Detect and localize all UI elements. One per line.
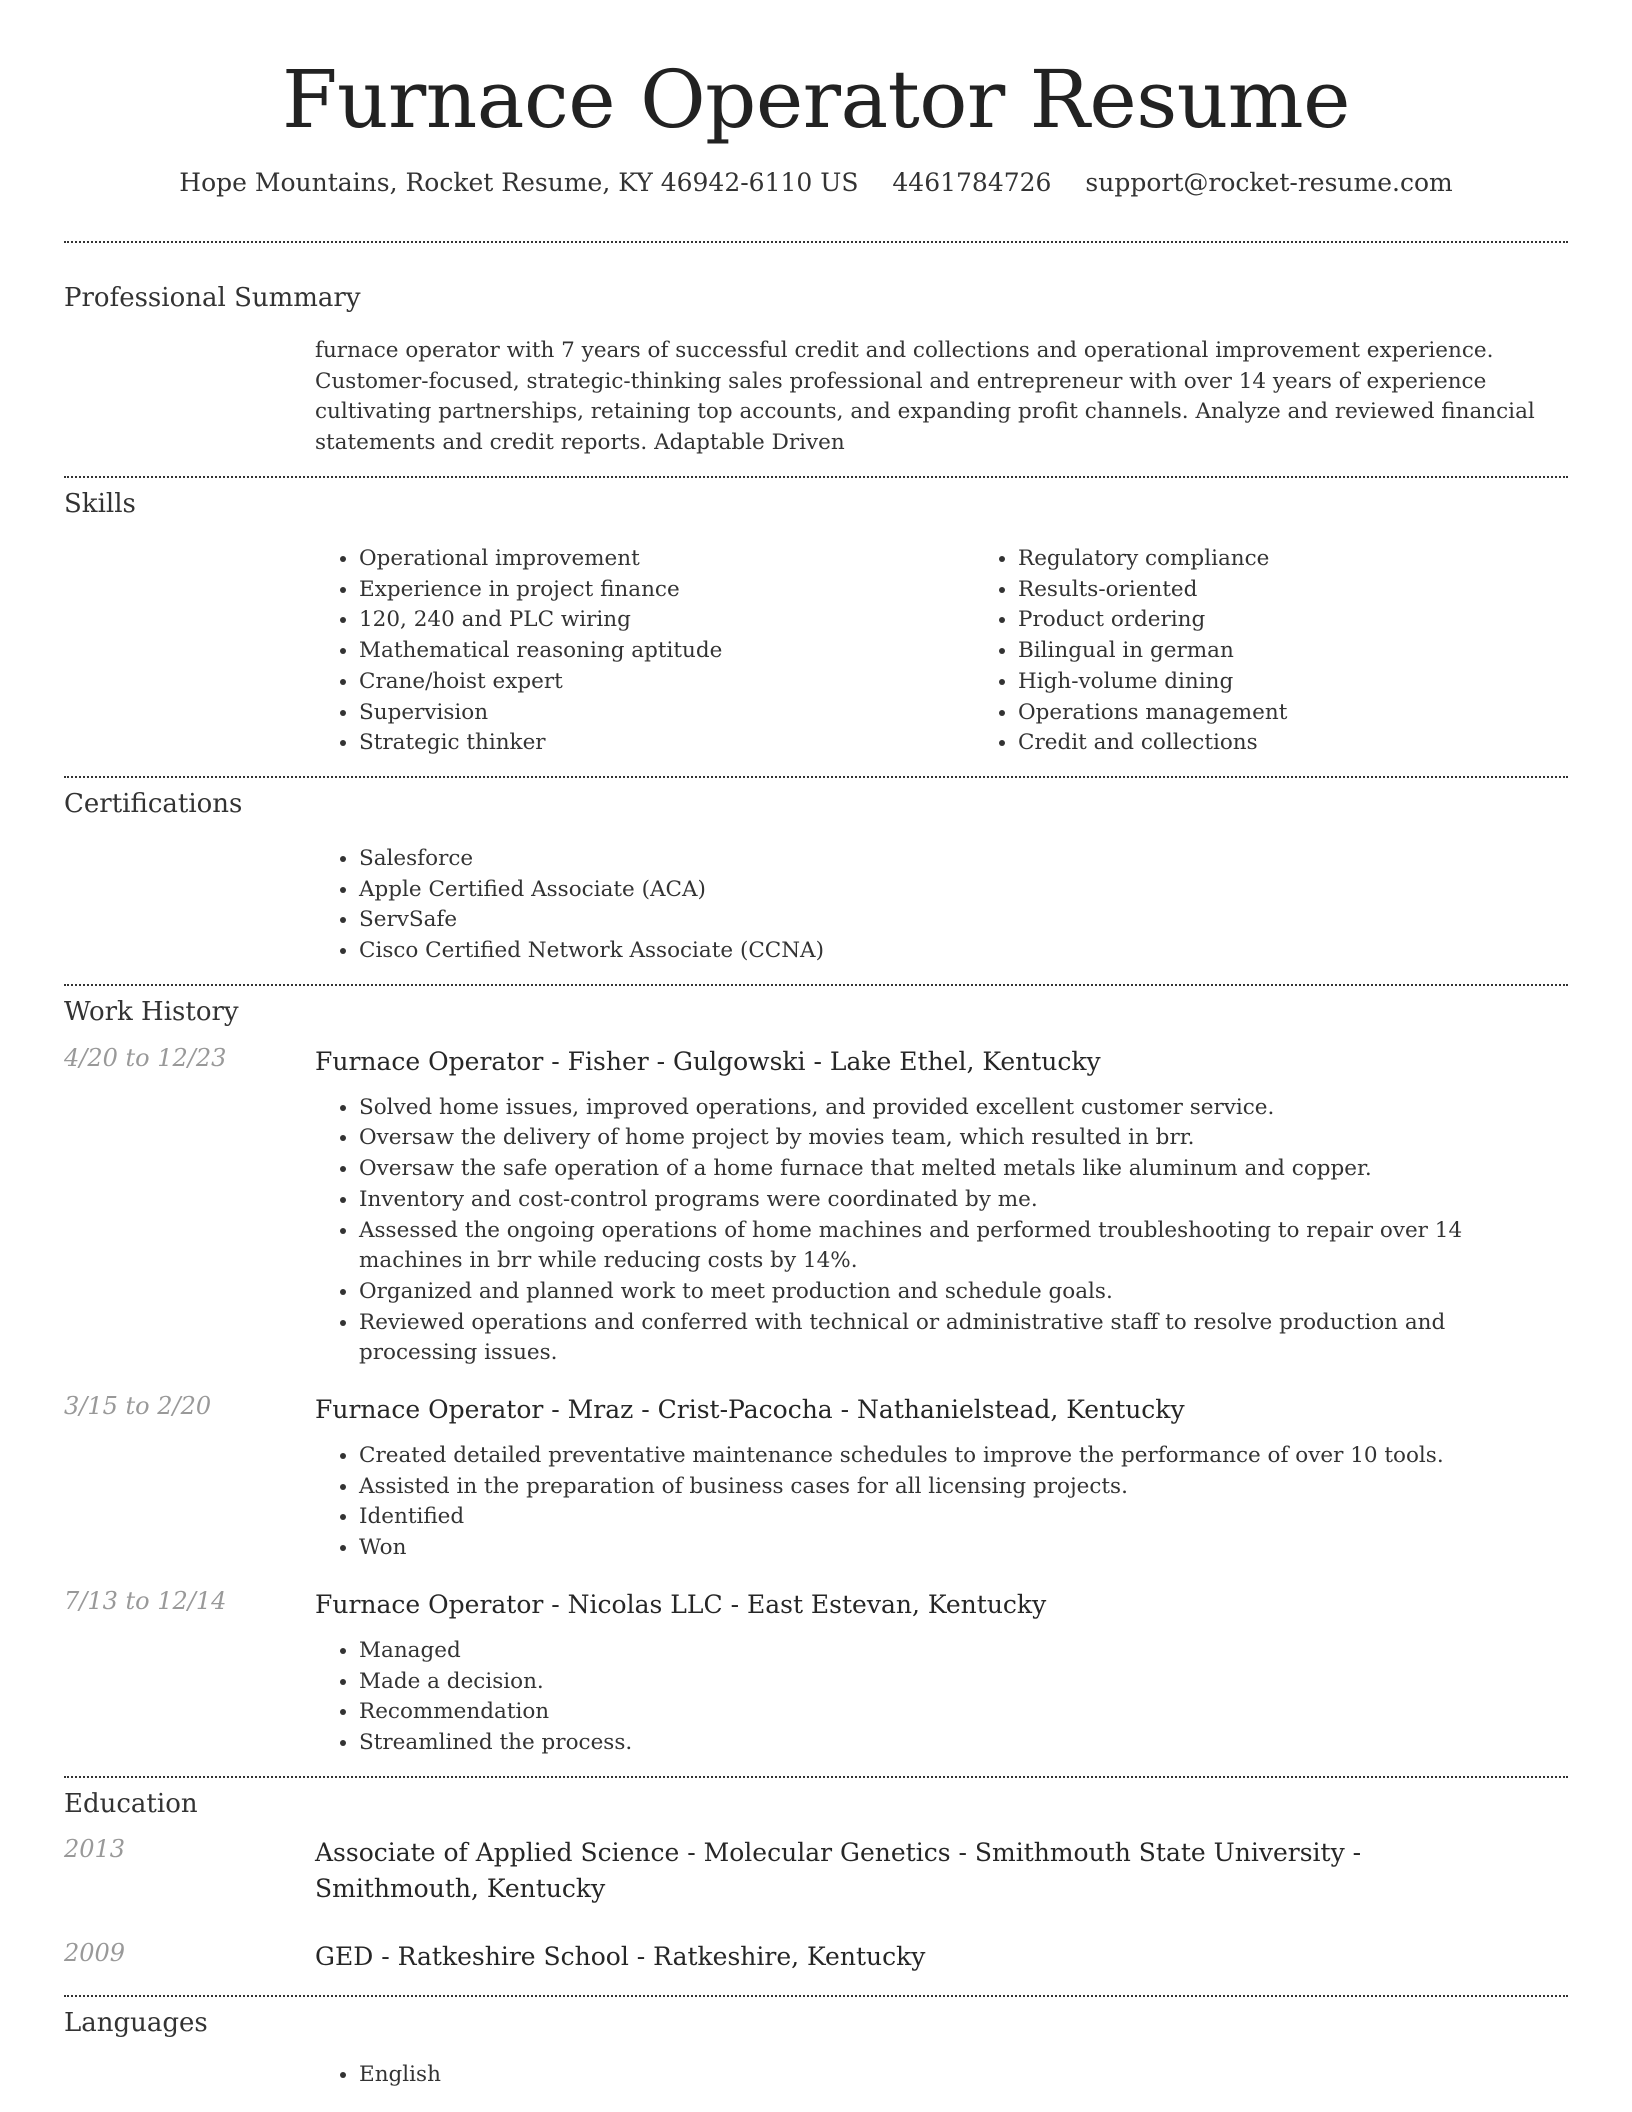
job-title: Furnace Operator - Mraz - Crist-Pacocha - Nathanielstead, Kentucky [315,1395,1185,1425]
email: support@rocket-resume.com [1085,168,1453,197]
job-dates: 4/20 to 12/23 [64,1043,227,1072]
section-heading-summary: Professional Summary [64,283,361,313]
list-item: • Cisco Certified Network Associate (CCNA) [359,936,1568,967]
list-item: • Made a decision. [359,1667,1046,1698]
education-entry [64,1835,1568,1907]
job-bullets [315,1636,1046,1759]
list-item: • Created detailed preventative maintenance schedules to improve the performance of over 10 tools. [359,1441,1444,1472]
job-title: Furnace Operator - Nicolas LLC - East Estevan, Kentucky [315,1589,1047,1619]
education-year: 2013 [64,1834,126,1863]
list-item: • Apple Certified Associate (ACA) [359,875,1568,906]
list-item: • Salesforce [359,844,1568,875]
divider [64,241,1568,243]
list-item: • Inventory and cost-control programs were coordinated by me. [359,1185,1568,1216]
list-item: • Experience in project finance [359,575,974,606]
section-heading-skills: Skills [64,489,136,519]
divider [64,476,1568,478]
divider [64,1776,1568,1778]
job-details [315,1392,1444,1564]
list-item: • High-volume dining [1018,667,1632,698]
section-heading-languages: Languages [64,2007,208,2038]
list-item: • Assisted in the preparation of business cases for all licensing projects. [359,1472,1444,1503]
list-item: • 120, 240 and PLC wiring [359,605,974,636]
list-item: • Operations management [1018,698,1632,729]
list-item: • Supervision [359,698,974,729]
skills-list-left [315,544,974,759]
list-item: • Strategic thinker [359,728,974,759]
skills-grid [315,544,1568,759]
list-item: • Crane/hoist expert [359,667,974,698]
education-year: 2009 [64,1938,126,1967]
list-item: • Assessed the ongoing operations of home machines and performed troubleshooting to repair over 14 machines in brr while reducing costs by 14%. [359,1216,1568,1277]
list-item: • English [359,2060,1568,2091]
list-item: • Identified [359,1502,1444,1533]
list-item: • Oversaw the safe operation of a home furnace that melted metals like aluminum and copper. [359,1154,1568,1185]
list-item: • Streamlined the process. [359,1728,1046,1759]
list-item: • Reviewed operations and conferred with technical or administrative staff to resolve production and processing issues. [359,1308,1568,1369]
job-entry [64,1392,1568,1564]
list-item: • Recommendation [359,1697,1046,1728]
list-item: • Product ordering [1018,605,1632,636]
list-item: • Managed [359,1636,1046,1667]
certifications-block [315,844,1568,967]
address: Hope Mountains, Rocket Resume, KY 46942-6110 US [179,168,859,197]
list-item: • Organized and planned work to meet production and schedule goals. [359,1277,1568,1308]
divider [64,776,1568,778]
job-title: Furnace Operator - Fisher - Gulgowski - Lake Ethel, Kentucky [315,1046,1101,1076]
resume-title: Furnace Operator Resume [282,53,1350,146]
phone: 4461784726 [892,168,1052,197]
skills-list-right [974,544,1632,759]
summary-text: furnace operator with 7 years of successful credit and collections and operational improvement experience. Customer-focused, strategic-thinking sales professional and entrepreneur with over 14 years of experience cultivating partnerships, retaining top accounts, and expanding profit channels. Analyze and reviewed financial statements and credit reports. Adaptable Driven [315,338,1535,455]
contact-line [64,168,1568,197]
job-dates: 3/15 to 2/20 [64,1392,212,1421]
list-item: • Bilingual in german [1018,636,1632,667]
education-entry [64,1939,1568,1975]
list-item: • Won [359,1533,1444,1564]
job-bullets [315,1093,1568,1369]
list-item: • Mathematical reasoning aptitude [359,636,974,667]
section-heading-work-history: Work History [64,996,239,1027]
list-item: • Results-oriented [1018,575,1632,606]
section-heading-education: Education [64,1788,198,1819]
languages-block [315,2060,1568,2091]
certifications-list [315,844,1568,967]
job-entry [64,1587,1568,1759]
divider [64,984,1568,986]
section-heading-certifications: Certifications [64,788,243,819]
list-item: • Credit and collections [1018,728,1632,759]
job-details [315,1587,1046,1759]
job-entry [64,1044,1568,1369]
job-details [315,1044,1568,1369]
list-item: • ServSafe [359,905,1568,936]
job-dates: 7/13 to 12/14 [64,1586,227,1615]
divider [64,1995,1568,1997]
languages-list [315,2060,1568,2091]
education-text: GED - Ratkeshire School - Ratkeshire, Kentucky [315,1941,926,1971]
list-item: • Solved home issues, improved operations, and provided excellent customer service. [359,1093,1568,1124]
list-item: • Oversaw the delivery of home project by movies team, which resulted in brr. [359,1123,1568,1154]
resume-page [64,0,1568,2090]
list-item: • Regulatory compliance [1018,544,1632,575]
list-item: • Operational improvement [359,544,974,575]
education-text: Associate of Applied Science - Molecular Genetics - Smithmouth State University - Smithmouth, Kentucky [315,1837,1362,1903]
job-bullets [315,1441,1444,1564]
